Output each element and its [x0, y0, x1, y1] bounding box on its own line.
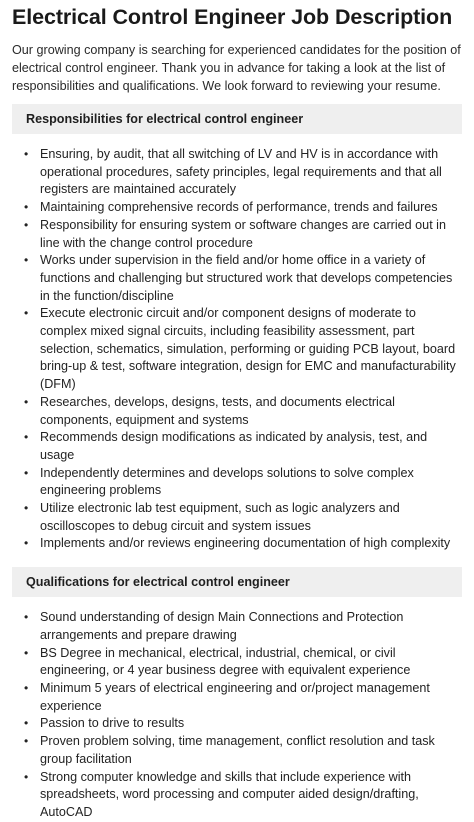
page-title: Electrical Control Engineer Job Description: [12, 5, 453, 29]
bullet-icon: •: [24, 394, 29, 409]
list-item-text: Utilize electronic lab test equipment, such as logic analyzers and oscilloscopes to debug circuit and system issues: [40, 501, 400, 533]
list-item: [24, 645, 462, 680]
list-item-text: Execute electronic circuit and/or component designs of moderate to complex mixed signal circuits, including feasibility assessment, part selection, schematics, simulation, performing or guiding PCB layout, board bring-up & test, software integration, design for EMC and manufacturability (DFM): [40, 306, 456, 392]
bullet-icon: •: [24, 734, 29, 749]
list-item-text: Works under supervision in the field and/or home office in a variety of functions and challenging but structured work that develops competencies in the function/discipline: [40, 253, 453, 303]
list-item: [24, 769, 462, 822]
list-item-text: Researches, develops, designs, tests, and documents electrical components, equipment and systems: [40, 394, 395, 427]
list-item-text: Ensuring, by audit, that all switching of LV and HV is in accordance with operational procedures, safety principles, legal requirements and that all registers are maintained accurately: [40, 147, 442, 197]
list-item-text: Responsibility for ensuring system or software changes are carried out in line with the change control procedure: [40, 217, 446, 250]
list-item: [24, 715, 462, 733]
list-item: [24, 733, 462, 768]
bullet-icon: •: [24, 610, 29, 625]
bullet-icon: •: [24, 200, 29, 215]
bullet-icon: •: [24, 147, 29, 161]
list-item-text: Maintaining comprehensive records of performance, trends and failures: [40, 200, 438, 215]
list-item-text: Passion to drive to results: [40, 716, 185, 731]
list-item: [24, 146, 462, 199]
responsibilities-list: [12, 146, 462, 553]
bullet-icon: •: [24, 769, 29, 784]
intro-paragraph: Our growing company is searching for experienced candidates for the position of electrical control engineer. Thank you in advance for taking a look at the list of responsibilities and qualifications. We look forward to reviewing your resume.: [12, 43, 461, 93]
list-item: [24, 500, 462, 535]
list-item: [24, 429, 462, 464]
list-item: [24, 609, 462, 644]
list-item: [24, 217, 462, 252]
list-item: [24, 465, 462, 500]
list-item-text: Recommends design modifications as indicated by analysis, test, and usage: [40, 430, 428, 462]
bullet-icon: •: [24, 645, 29, 660]
bullet-icon: •: [24, 306, 29, 321]
list-item-text: Strong computer knowledge and skills that include experience with spreadsheets, word processing and computer aided design/drafting, AutoCAD: [40, 769, 419, 819]
list-item: [24, 680, 462, 715]
bullet-icon: •: [24, 217, 29, 232]
list-item-text: Proven problem solving, time management, conflict resolution and task group facilitation: [40, 734, 435, 766]
bullet-icon: •: [24, 501, 29, 516]
bullet-icon: •: [24, 680, 29, 695]
list-item: [24, 199, 462, 217]
responsibilities-heading: Responsibilities for electrical control engineer: [12, 104, 462, 134]
list-item-text: Sound understanding of design Main Connections and Protection arrangements and prepare drawing: [40, 610, 404, 642]
list-item-text: BS Degree in mechanical, electrical, industrial, chemical, or civil engineering, or 4 year business degree with equivalent experience: [40, 645, 411, 678]
bullet-icon: •: [24, 430, 29, 445]
list-item-text: Minimum 5 years of electrical engineering and or/project management experience: [40, 680, 430, 713]
list-item: [24, 252, 462, 305]
bullet-icon: •: [24, 253, 29, 268]
bullet-icon: •: [24, 716, 29, 731]
bullet-icon: •: [24, 465, 29, 480]
qualifications-list: [12, 609, 462, 821]
list-item-text: Independently determines and develops solutions to solve complex engineering problems: [40, 465, 414, 498]
list-item: [24, 305, 462, 394]
list-item-text: Implements and/or reviews engineering documentation of high complexity: [40, 536, 451, 551]
list-item: [24, 535, 462, 553]
list-item: [24, 394, 462, 429]
bullet-icon: •: [24, 536, 29, 551]
qualifications-heading: Qualifications for electrical control engineer: [12, 567, 462, 597]
